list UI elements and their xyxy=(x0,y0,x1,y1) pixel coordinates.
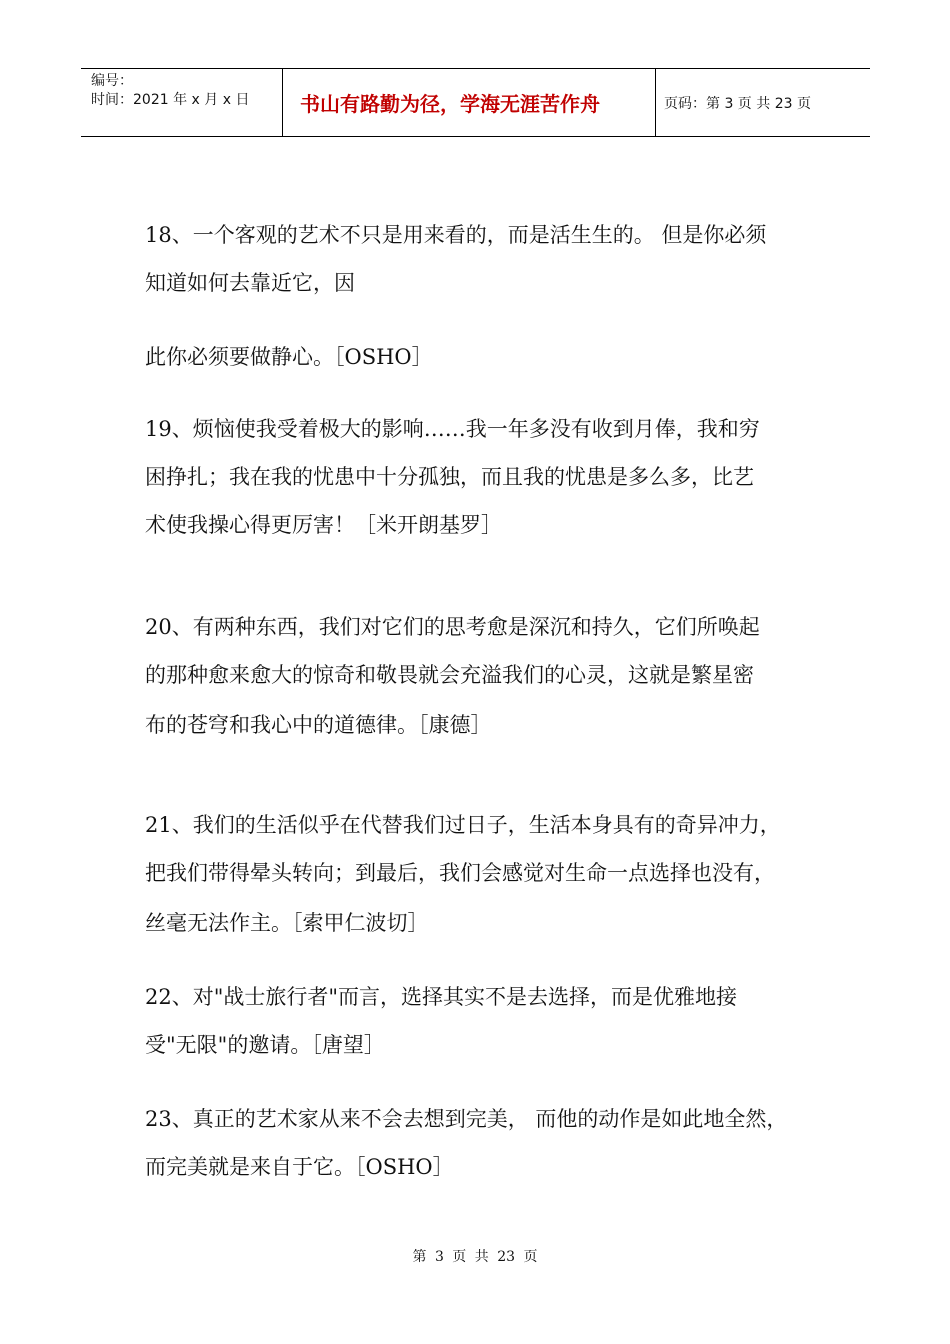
quote-20-line-3: 布的苍穹和我心中的道德律。［康德］ xyxy=(145,713,492,737)
quote-20-line-2: 的那种愈来愈大的惊奇和敬畏就会充溢我们的心灵，这就是繁星密 xyxy=(145,663,754,687)
quote-18-line-3: 此你必须要做静心。［OSHO］ xyxy=(145,345,433,369)
quote-23-line-2: 而完美就是来自于它。［OSHO］ xyxy=(145,1155,454,1179)
page-header xyxy=(81,68,870,137)
quote-20-line-1: 20、有两种东西，我们对它们的思考愈是深沉和持久，它们所唤起 xyxy=(145,615,760,639)
header-page-info: 页码：第 3 页 共 23 页 xyxy=(664,95,811,112)
quote-22-line-2: 受"无限"的邀请。［唐望］ xyxy=(145,1033,385,1057)
header-motto: 书山有路勤为径，学海无涯苦作舟 xyxy=(282,69,656,136)
quote-19-line-2: 困挣扎；我在我的忧患中十分孤独，而且我的忧患是多么多，比艺 xyxy=(145,465,754,489)
quote-18-line-1: 18、一个客观的艺术不只是用来看的，而是活生生的。 但是你必须 xyxy=(145,223,767,247)
quote-21-line-1: 21、我们的生活似乎在代替我们过日子，生活本身具有的奇异冲力， xyxy=(145,813,781,837)
quote-21-line-2: 把我们带得晕头转向；到最后，我们会感觉对生命一点选择也没有， xyxy=(145,861,775,885)
quote-19-line-1: 19、烦恼使我受着极大的影响……我一年多没有收到月俸，我和穷 xyxy=(145,417,760,441)
number-label: 编号： xyxy=(91,73,133,89)
quote-22-line-1: 22、对"战士旅行者"而言，选择其实不是去选择，而是优雅地接 xyxy=(145,985,738,1009)
quote-18-line-2: 知道如何去靠近它，因 xyxy=(145,271,355,295)
page-footer: 第 3 页 共 23 页 xyxy=(412,1249,538,1265)
header-meta xyxy=(81,69,282,136)
quote-23-line-1: 23、真正的艺术家从来不会去想到完美， 而他的动作是如此地全然， xyxy=(145,1107,788,1131)
date-label: 时间：2021 年 x 月 x 日 xyxy=(91,92,250,108)
quote-21-line-3: 丝毫无法作主。［索甲仁波切］ xyxy=(145,911,429,935)
quote-19-line-3: 术使我操心得更厉害！［米开朗基罗］ xyxy=(145,513,502,537)
